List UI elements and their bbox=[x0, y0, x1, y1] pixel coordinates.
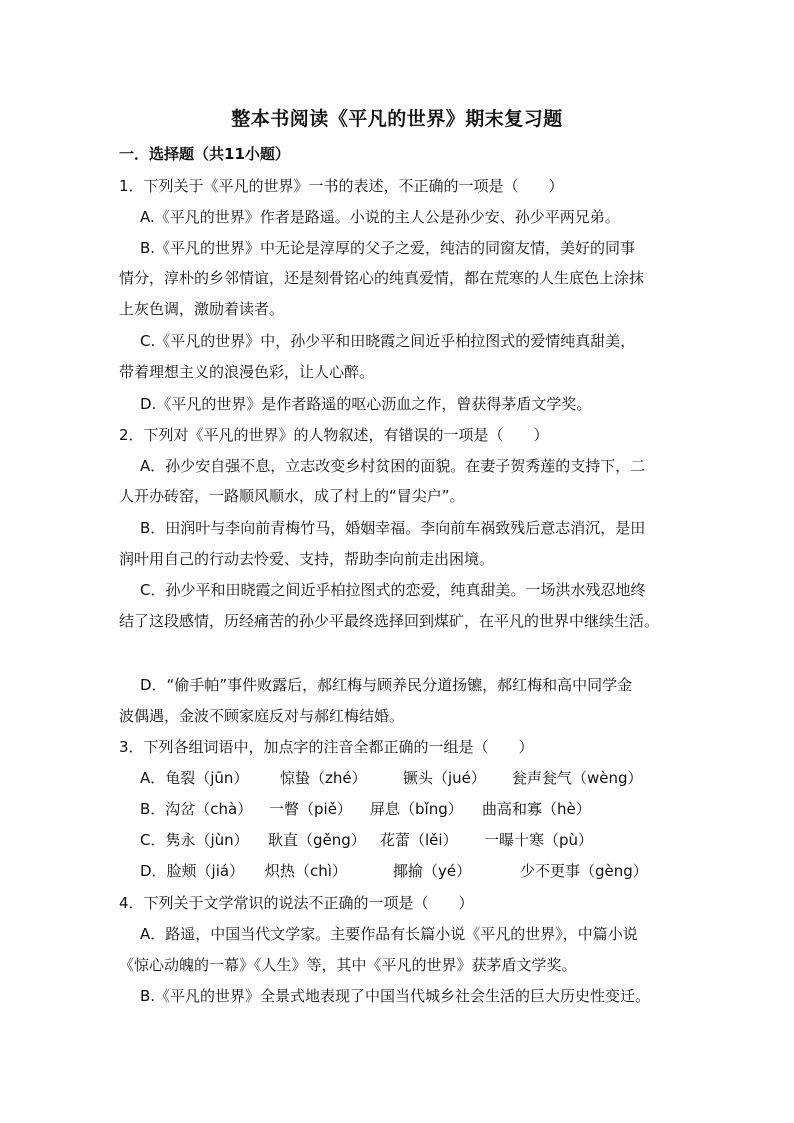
question-3-stem: 3．下列各组词语中，加点字的注音全都正确的一组是（ ） bbox=[119, 738, 534, 756]
question-1-option-b-line-3: 上灰色调，激励着读者。 bbox=[119, 300, 285, 318]
option-word: 一曝十寒（pù） bbox=[484, 831, 594, 849]
option-word: 少不更事（gèng） bbox=[520, 862, 648, 880]
option-word: 耿直（gěng） bbox=[268, 831, 366, 849]
question-4-option-a-line-2: 《惊心动魄的一幕》《人生》等，其中《平凡的世界》获茅盾文学奖。 bbox=[119, 956, 577, 974]
option-word: 揶揄（yé） bbox=[393, 862, 472, 880]
option-word: 花蕾（lěi） bbox=[380, 831, 458, 849]
question-1-option-d: D.《平凡的世界》是作者路遥的呕心沥血之作，曾获得茅盾文学奖。 bbox=[140, 395, 592, 413]
option-word: 瓮声瓮气（wèng） bbox=[512, 769, 643, 787]
page-title: 整本书阅读《平凡的世界》期末复习题 bbox=[231, 108, 563, 130]
question-1-option-c-line-1: C.《平凡的世界》中，孙少平和田晓霞之间近乎柏拉图式的爱情纯真甜美， bbox=[140, 332, 636, 350]
question-2-option-a-line-1: A．孙少安自强不息，立志改变乡村贫困的面貌。在妻子贺秀莲的支持下，二 bbox=[140, 457, 646, 475]
question-2-stem: 2．下列对《平凡的世界》的人物叙述，有错误的一项是（ ） bbox=[119, 426, 549, 444]
question-2-option-b-line-2: 润叶用自己的行动去怜爱、支持，帮助李向前走出困境。 bbox=[119, 550, 495, 568]
question-4-option-a-line-1: A．路遥，中国当代文学家。主要作品有长篇小说《平凡的世界》，中篇小说 bbox=[140, 925, 638, 943]
option-word: 惊蛰（zhé） bbox=[280, 769, 367, 787]
question-2-option-d-line-1: D．“偷手帕”事件败露后，郝红梅与顾养民分道扬镳，郝红梅和高中同学金 bbox=[140, 676, 633, 694]
question-1-option-c-line-2: 带着理想主义的浪漫色彩，让人心醉。 bbox=[119, 363, 375, 381]
question-1-option-b-line-1: B.《平凡的世界》中无论是淳厚的父子之爱，纯洁的同窗友情，美好的同事 bbox=[140, 239, 636, 257]
option-word: A．龟裂（jūn） bbox=[140, 769, 249, 787]
question-2-option-c-line-1: C．孙少平和田晓霞之间近乎柏拉图式的恋爱，纯真甜美。一场洪水残忍地终 bbox=[140, 581, 646, 599]
question-2-option-d-line-2: 波偶遇，金波不顾家庭反对与郝红梅结婚。 bbox=[119, 707, 405, 725]
option-word: 炽热（chì） bbox=[265, 862, 347, 880]
question-1-stem: 1．下列关于《平凡的世界》一书的表述，不正确的一项是（ ） bbox=[119, 177, 564, 195]
question-1-option-b-line-2: 情分，淳朴的乡邻情谊，还是刻骨铭心的纯真爱情，都在荒寒的人生底色上涂抹 bbox=[119, 269, 645, 287]
option-word: 曲高和寡（hè） bbox=[482, 800, 591, 818]
question-2-option-c-line-2: 结了这段感情，历经痛苦的孙少平最终选择回到煤矿，在平凡的世界中继续生活。 bbox=[119, 612, 660, 630]
question-1-option-a: A.《平凡的世界》作者是路遥。小说的主人公是孙少安、孙少平两兄弟。 bbox=[140, 208, 620, 226]
option-word: B．沟岔（chà） bbox=[140, 800, 253, 818]
option-word: D．脸颊（jiá） bbox=[140, 862, 245, 880]
question-2-option-b-line-1: B．田润叶与李向前青梅竹马，婚姻幸福。李向前车祸致残后意志消沉，是田 bbox=[140, 519, 646, 537]
option-word: 一瞥（piě） bbox=[269, 800, 352, 818]
section-heading: 一．选择题（共11小题） bbox=[119, 145, 290, 163]
option-word: 屏息（bǐng） bbox=[370, 800, 463, 818]
question-2-option-a-line-2: 人开办砖窑，一路顺风顺水，成了村上的“冒尖户”。 bbox=[119, 487, 465, 505]
question-4-option-b: B.《平凡的世界》全景式地表现了中国当代城乡社会生活的巨大历史性变迁。 bbox=[140, 987, 651, 1005]
option-word: 镢头（jué） bbox=[403, 769, 486, 787]
question-4-stem: 4．下列关于文学常识的说法不正确的一项是（ ） bbox=[119, 894, 474, 912]
option-word: C．隽永（jùn） bbox=[140, 831, 249, 849]
